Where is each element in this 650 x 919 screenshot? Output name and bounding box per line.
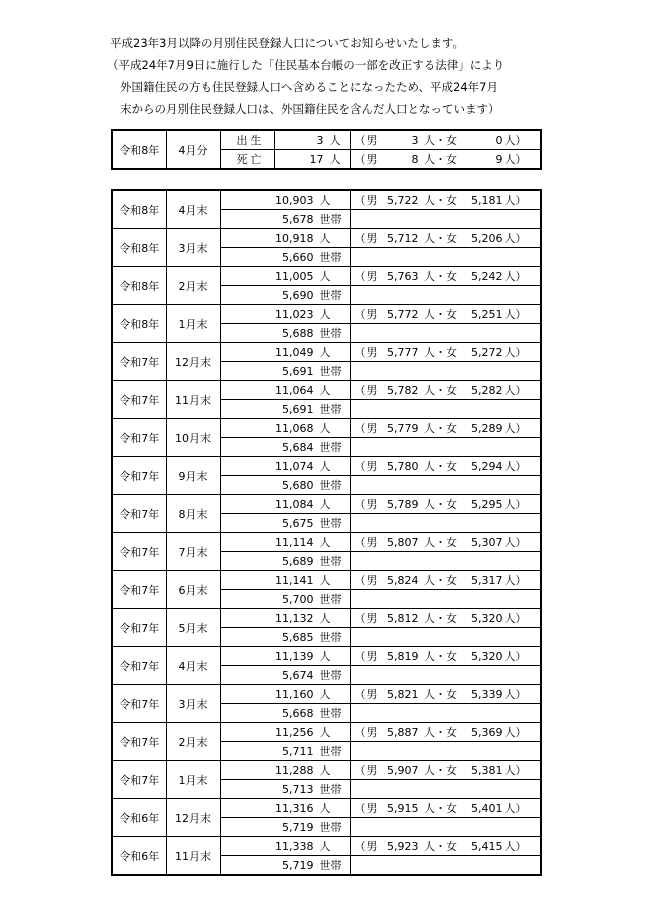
- row-era: 令和7年: [112, 647, 166, 685]
- row-month: 11月末: [166, 837, 220, 876]
- row-households: 5,689 世帯: [220, 552, 350, 571]
- row-breakdown: （ 男 5,779 人・女 5,289 人）: [350, 419, 541, 438]
- row-empty: [350, 780, 541, 799]
- row-empty: [350, 400, 541, 419]
- row-households: 5,688 世帯: [220, 324, 350, 343]
- row-households: 5,674 世帯: [220, 666, 350, 685]
- row-empty: [350, 818, 541, 837]
- row-breakdown: （ 男 5,722 人・女 5,181 人）: [350, 190, 541, 210]
- table-row: [112, 647, 541, 666]
- row-households: 5,680 世帯: [220, 476, 350, 495]
- row-population: 11,005 人: [220, 267, 350, 286]
- row-month: 1月末: [166, 305, 220, 343]
- row-era: 令和6年: [112, 799, 166, 837]
- row-households: 5,719 世帯: [220, 856, 350, 876]
- row-era: 令和7年: [112, 495, 166, 533]
- deaths-breakdown: （ 男 8 人・女 9 人）: [350, 150, 541, 170]
- row-empty: [350, 666, 541, 685]
- row-population: 11,064 人: [220, 381, 350, 400]
- row-population: 11,068 人: [220, 419, 350, 438]
- row-households: 5,711 世帯: [220, 742, 350, 761]
- row-breakdown: （ 男 5,907 人・女 5,381 人）: [350, 761, 541, 780]
- row-month: 12月末: [166, 343, 220, 381]
- row-month: 4月末: [166, 647, 220, 685]
- deaths-label: 死 亡: [220, 150, 274, 170]
- row-era: 令和7年: [112, 419, 166, 457]
- row-households: 5,690 世帯: [220, 286, 350, 305]
- row-month: 9月末: [166, 457, 220, 495]
- row-empty: [350, 742, 541, 761]
- row-month: 3月末: [166, 685, 220, 723]
- row-breakdown: （ 男 5,819 人・女 5,320 人）: [350, 647, 541, 666]
- table-row: [112, 799, 541, 818]
- intro-line-3: 外国籍住民の方も住民登録人口へ含めることになったため、平成24年7月: [120, 80, 498, 94]
- row-month: 12月末: [166, 799, 220, 837]
- row-empty: [350, 438, 541, 457]
- row-era: 令和7年: [112, 723, 166, 761]
- table-row: [112, 419, 541, 438]
- row-month: 2月末: [166, 723, 220, 761]
- row-breakdown: （ 男 5,887 人・女 5,369 人）: [350, 723, 541, 742]
- intro-line-1: 平成23年3月以降の月別住民登録人口についてお知らせいたします。: [110, 36, 464, 50]
- row-households: 5,691 世帯: [220, 400, 350, 419]
- row-households: 5,691 世帯: [220, 362, 350, 381]
- row-empty: [350, 210, 541, 229]
- row-population: 11,114 人: [220, 533, 350, 552]
- row-era: 令和7年: [112, 343, 166, 381]
- row-empty: [350, 324, 541, 343]
- row-month: 6月末: [166, 571, 220, 609]
- table-row: [112, 267, 541, 286]
- table-row: [112, 609, 541, 628]
- row-breakdown: （ 男 5,772 人・女 5,251 人）: [350, 305, 541, 324]
- row-era: 令和7年: [112, 609, 166, 647]
- row-empty: [350, 362, 541, 381]
- intro-line-2: （平成24年7月9日に施行した「住民基本台帳の一部を改正する法律」により: [107, 58, 505, 72]
- row-breakdown: （ 男 5,782 人・女 5,282 人）: [350, 381, 541, 400]
- row-households: 5,713 世帯: [220, 780, 350, 799]
- row-month: 4月末: [166, 190, 220, 229]
- row-breakdown: （ 男 5,712 人・女 5,206 人）: [350, 229, 541, 248]
- row-empty: [350, 628, 541, 647]
- births-label: 出 生: [220, 130, 274, 150]
- row-era: 令和7年: [112, 381, 166, 419]
- row-month: 5月末: [166, 609, 220, 647]
- row-population: 10,903 人: [220, 190, 350, 210]
- row-population: 11,132 人: [220, 609, 350, 628]
- table-row: [112, 457, 541, 476]
- row-empty: [350, 286, 541, 305]
- row-month: 10月末: [166, 419, 220, 457]
- row-households: 5,660 世帯: [220, 248, 350, 267]
- monthly-population-table: [111, 189, 542, 876]
- row-month: 7月末: [166, 533, 220, 571]
- row-empty: [350, 856, 541, 876]
- row-era: 令和7年: [112, 457, 166, 495]
- row-population: 11,141 人: [220, 571, 350, 590]
- row-empty: [350, 514, 541, 533]
- table-row: [112, 837, 541, 856]
- row-population: 11,049 人: [220, 343, 350, 362]
- row-era: 令和6年: [112, 837, 166, 876]
- table-row: [112, 381, 541, 400]
- row-population: 11,139 人: [220, 647, 350, 666]
- row-households: 5,675 世帯: [220, 514, 350, 533]
- row-breakdown: （ 男 5,915 人・女 5,401 人）: [350, 799, 541, 818]
- row-empty: [350, 704, 541, 723]
- table-row: [112, 343, 541, 362]
- row-empty: [350, 476, 541, 495]
- row-empty: [350, 248, 541, 267]
- row-month: 3月末: [166, 229, 220, 267]
- table-row: [112, 761, 541, 780]
- row-breakdown: （ 男 5,824 人・女 5,317 人）: [350, 571, 541, 590]
- intro-line-4: 末からの月別住民登録人口は、外国籍住民を含んだ人口となっています）: [120, 102, 500, 116]
- row-breakdown: （ 男 5,789 人・女 5,295 人）: [350, 495, 541, 514]
- row-households: 5,684 世帯: [220, 438, 350, 457]
- movement-era: 令和8年: [112, 130, 166, 169]
- row-era: 令和8年: [112, 229, 166, 267]
- row-month: 11月末: [166, 381, 220, 419]
- row-month: 2月末: [166, 267, 220, 305]
- row-population: 11,023 人: [220, 305, 350, 324]
- row-era: 令和7年: [112, 533, 166, 571]
- table-row: [112, 533, 541, 552]
- row-households: 5,678 世帯: [220, 210, 350, 229]
- row-breakdown: （ 男 5,923 人・女 5,415 人）: [350, 837, 541, 856]
- row-month: 1月末: [166, 761, 220, 799]
- row-breakdown: （ 男 5,777 人・女 5,272 人）: [350, 343, 541, 362]
- row-households: 5,668 世帯: [220, 704, 350, 723]
- row-breakdown: （ 男 5,807 人・女 5,307 人）: [350, 533, 541, 552]
- row-population: 11,074 人: [220, 457, 350, 476]
- row-population: 11,288 人: [220, 761, 350, 780]
- row-empty: [350, 590, 541, 609]
- row-population: 11,338 人: [220, 837, 350, 856]
- table-row: [112, 190, 541, 210]
- table-row: [112, 305, 541, 324]
- births-value: 3 人: [274, 130, 350, 150]
- table-row: [112, 571, 541, 590]
- row-population: 11,256 人: [220, 723, 350, 742]
- row-era: 令和7年: [112, 685, 166, 723]
- intro-notice: [107, 32, 630, 120]
- movement-table: [111, 129, 542, 170]
- row-households: 5,700 世帯: [220, 590, 350, 609]
- row-empty: [350, 552, 541, 571]
- table-row: [112, 723, 541, 742]
- row-population: 10,918 人: [220, 229, 350, 248]
- deaths-value: 17 人: [274, 150, 350, 170]
- row-era: 令和7年: [112, 761, 166, 799]
- row-households: 5,719 世帯: [220, 818, 350, 837]
- table-row: [112, 685, 541, 704]
- row-households: 5,685 世帯: [220, 628, 350, 647]
- table-row: [112, 495, 541, 514]
- row-breakdown: （ 男 5,763 人・女 5,242 人）: [350, 267, 541, 286]
- table-row: [112, 229, 541, 248]
- births-breakdown: （ 男 3 人・女 0 人）: [350, 130, 541, 150]
- movement-month: 4月分: [166, 130, 220, 169]
- row-era: 令和8年: [112, 305, 166, 343]
- row-breakdown: （ 男 5,812 人・女 5,320 人）: [350, 609, 541, 628]
- row-era: 令和7年: [112, 571, 166, 609]
- row-month: 8月末: [166, 495, 220, 533]
- row-population: 11,160 人: [220, 685, 350, 704]
- row-era: 令和8年: [112, 267, 166, 305]
- row-breakdown: （ 男 5,780 人・女 5,294 人）: [350, 457, 541, 476]
- row-era: 令和8年: [112, 190, 166, 229]
- row-population: 11,084 人: [220, 495, 350, 514]
- row-breakdown: （ 男 5,821 人・女 5,339 人）: [350, 685, 541, 704]
- row-population: 11,316 人: [220, 799, 350, 818]
